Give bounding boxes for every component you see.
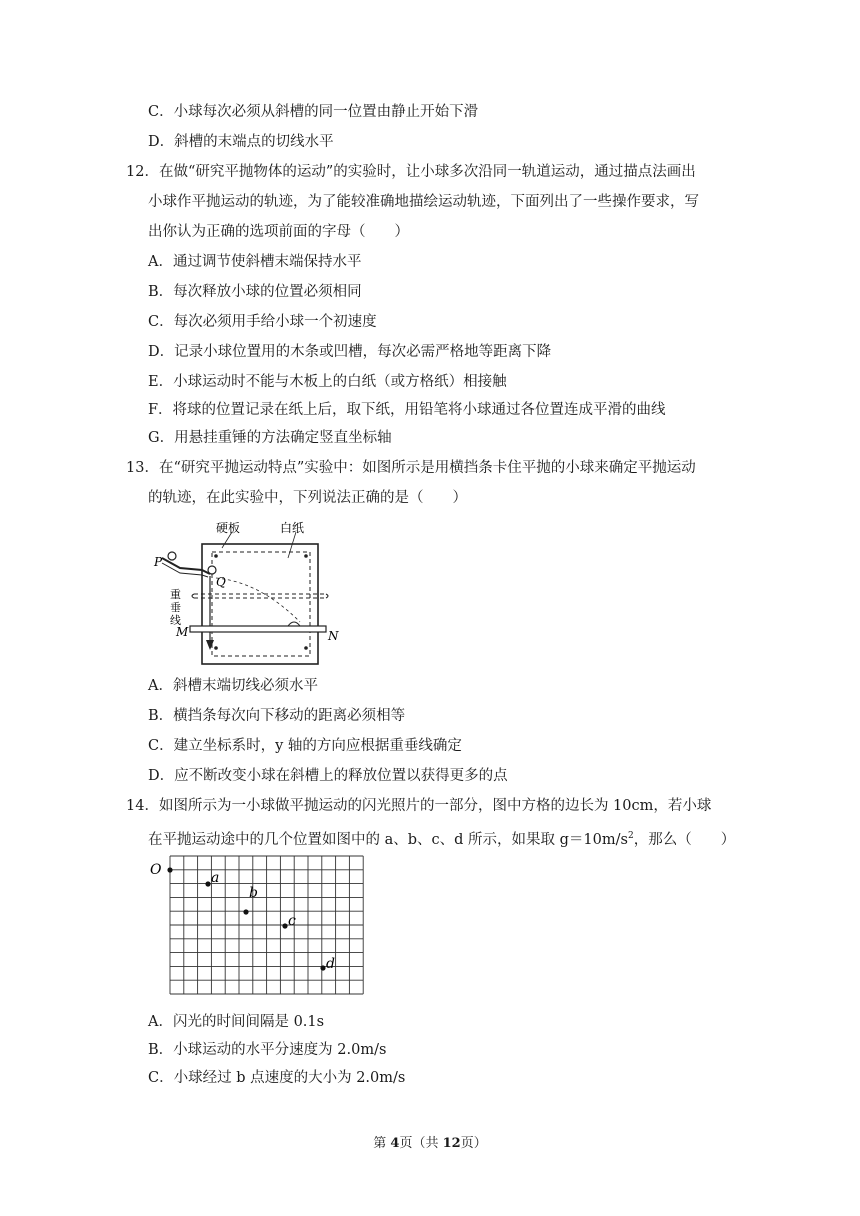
q13-label-board: 硬板 <box>216 521 241 535</box>
q12-option-a: A．通过调节使斜槽末端保持水平 <box>148 254 362 270</box>
q13-label-m: M <box>176 625 189 639</box>
q13-option-b: B．横挡条每次向下移动的距离必须相等 <box>148 708 406 724</box>
q14-label-a: a <box>211 870 220 886</box>
q12-option-f: F．将球的位置记录在纸上后，取下纸，用铅笔将小球通过各位置连成平滑的曲线 <box>148 402 666 418</box>
q14-stem-line2-tail: ，那么（ ） <box>633 831 736 848</box>
q14-stem-line2-text: 在平抛运动途中的几个位置如图中的 a、b、c、d 所示，如果取 g＝10m/s <box>148 831 628 848</box>
q14-label-b: b <box>249 885 258 901</box>
q13-label-plumb-1: 重 <box>170 588 181 601</box>
q14-label-d: d <box>326 956 335 972</box>
q13-label-p: P <box>154 555 163 569</box>
footer-suffix: 页） <box>460 1136 487 1151</box>
q13-label-n: N <box>328 629 339 643</box>
q13-label-q: Q <box>216 575 226 589</box>
q12-option-b: B．每次释放小球的位置必须相同 <box>148 284 362 300</box>
q13-stem-line1: 13．在“研究平抛运动特点”实验中：如图所示是用横挡条卡住平抛的小球来确定平抛运动 <box>126 460 696 476</box>
q11-option-c: C．小球每次必须从斜槽的同一位置由静止开始下滑 <box>148 104 479 120</box>
footer-prefix: 第 <box>373 1136 391 1151</box>
q14-label-c: c <box>288 913 296 929</box>
q13-option-a: A．斜槽末端切线必须水平 <box>148 678 318 694</box>
q11-option-d: D．斜槽的末端点的切线水平 <box>148 134 334 150</box>
q12-stem-line2: 小球作平抛运动的轨迹，为了能较准确地描绘运动轨迹，下面列出了一些操作要求，写 <box>148 194 699 210</box>
q14-label-o: O <box>150 862 162 878</box>
q13-apparatus-figure <box>150 518 340 668</box>
q12-option-e: E．小球运动时不能与木板上的白纸（或方格纸）相接触 <box>148 374 507 390</box>
q13-label-plumb-2: 垂 <box>170 601 181 614</box>
footer-page-number: 4 <box>390 1136 400 1151</box>
q12-option-d: D．记录小球位置用的木条或凹槽，每次必需严格地等距离下降 <box>148 344 552 360</box>
q12-stem-line3: 出你认为正确的选项前面的字母（ ） <box>148 224 409 240</box>
footer-middle: 页（共 <box>399 1136 443 1151</box>
q13-label-plumb-3: 线 <box>170 614 181 627</box>
q14-option-c: C．小球经过 b 点速度的大小为 2.0m/s <box>148 1070 406 1086</box>
q14-stem-line2-exponent: 2 <box>627 831 634 841</box>
q13-label-paper: 白纸 <box>280 521 305 535</box>
q14-stem-line1: 14．如图所示为一小球做平抛运动的闪光照片的一部分，图中方格的边长为 10cm，若小球 <box>126 798 712 814</box>
q14-option-b: B．小球运动的水平分速度为 2.0m/s <box>148 1042 387 1058</box>
q13-option-d: D．应不断改变小球在斜槽上的释放位置以获得更多的点 <box>148 768 508 784</box>
footer-total-pages: 12 <box>442 1136 461 1151</box>
page-footer <box>0 1132 860 1151</box>
q13-stem-line2: 的轨迹，在此实验中，下列说法正确的是（ ） <box>148 490 467 506</box>
q14-grid-figure <box>148 852 366 1002</box>
q12-stem-line1: 12．在做“研究平抛物体的运动”的实验时，让小球多次沿同一轨道运动，通过描点法画出 <box>126 164 696 180</box>
q14-stem-line2 <box>148 826 735 850</box>
q14-grid-lines <box>170 856 363 994</box>
q14-option-a: A．闪光的时间间隔是 0.1s <box>148 1014 325 1030</box>
q13-option-c: C．建立坐标系时，y 轴的方向应根据重垂线确定 <box>148 738 462 754</box>
q12-option-g: G．用悬挂重锤的方法确定竖直坐标轴 <box>148 430 392 446</box>
q12-option-c: C．每次必须用手给小球一个初速度 <box>148 314 377 330</box>
